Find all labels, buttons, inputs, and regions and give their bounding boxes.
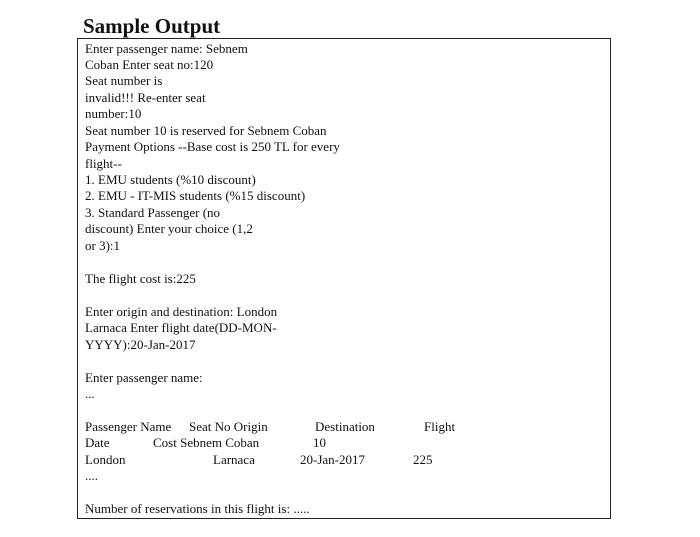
page-title: Sample Output <box>83 14 221 38</box>
output-line: flight-- <box>85 156 122 171</box>
output-line: Enter passenger name: Sebnem <box>85 41 248 56</box>
output-line: Payment Options --Base cost is 250 TL for every <box>85 139 340 154</box>
output-line: or 3):1 <box>85 238 121 253</box>
ellipsis-line: ... <box>85 386 95 401</box>
table-cell: Passenger Name <box>85 419 172 434</box>
table-cell: Date <box>85 435 110 450</box>
table-cell: 10 <box>313 435 326 450</box>
output-line: Enter origin and destination: London <box>85 304 278 319</box>
output-line: 2. EMU - IT-MIS students (%15 discount) <box>85 188 306 203</box>
table-cell: Seat No Origin <box>189 419 268 434</box>
table-cell: 225 <box>413 452 433 467</box>
output-line: Larnaca Enter flight date(DD-MON- <box>85 320 277 335</box>
table-cell: Larnaca <box>213 452 255 467</box>
output-line: discount) Enter your choice (1,2 <box>85 221 253 236</box>
output-line: YYYY):20-Jan-2017 <box>85 337 196 352</box>
ellipsis-line: .... <box>85 468 98 483</box>
flight-cost-line: The flight cost is:225 <box>85 271 196 286</box>
table-cell: Destination <box>315 419 375 434</box>
output-line: Seat number 10 is reserved for Sebnem Coban <box>85 123 327 138</box>
reservation-count-line: Number of reservations in this flight is: ..... <box>85 501 310 516</box>
table-cell: London <box>85 452 126 467</box>
output-line: Enter passenger name: <box>85 370 203 385</box>
table-cell: Flight <box>424 419 456 434</box>
output-line: invalid!!! Re-enter seat <box>85 90 206 105</box>
output-line: number:10 <box>85 106 142 121</box>
table-cell: Cost Sebnem Coban <box>153 435 260 450</box>
output-line: 1. EMU students (%10 discount) <box>85 172 256 187</box>
output-line: 3. Standard Passenger (no <box>85 205 221 220</box>
output-line: Coban Enter seat no:120 <box>85 57 214 72</box>
table-cell: 20-Jan-2017 <box>300 452 365 467</box>
output-line: Seat number is <box>85 73 163 88</box>
